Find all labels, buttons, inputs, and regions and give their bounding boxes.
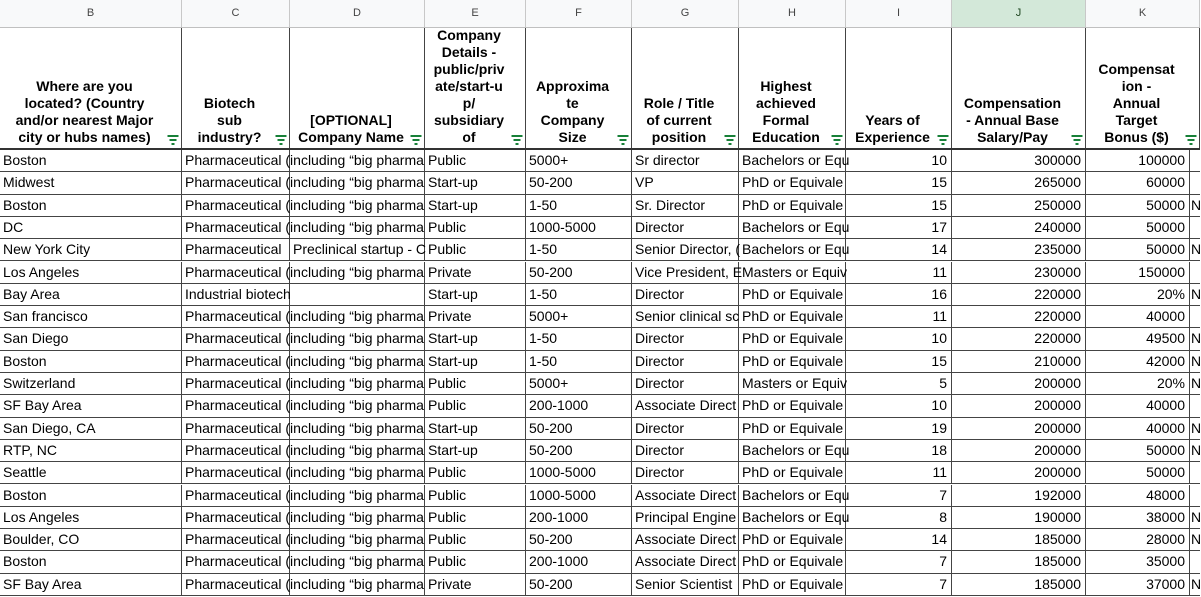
cell-location[interactable]: Boston — [0, 351, 182, 373]
cell-location[interactable]: San Diego — [0, 328, 182, 350]
cell-years-experience[interactable]: 11 — [846, 262, 952, 284]
header-label: Where are you located? (Country and/or nearest Major city or hubs names) — [15, 78, 154, 145]
cell-next-column[interactable] — [1190, 551, 1200, 573]
cell-base-salary[interactable]: 210000 — [952, 351, 1086, 373]
cell-company-details[interactable]: Public — [425, 485, 526, 507]
header-industry — [182, 28, 290, 148]
cell-years-experience[interactable]: 15 — [846, 195, 952, 217]
cell-base-salary[interactable]: 220000 — [952, 284, 1086, 306]
table-row — [0, 485, 1200, 507]
cell-company-name[interactable] — [290, 328, 425, 350]
cell-base-salary[interactable]: 200000 — [952, 418, 1086, 440]
cell-company-name[interactable] — [290, 440, 425, 462]
cell-base-salary[interactable]: 185000 — [952, 529, 1086, 551]
cell-company-size[interactable]: 50-200 — [526, 262, 632, 284]
column-letter-e[interactable]: E — [425, 0, 526, 27]
cell-company-name[interactable]: Preclinical startup - C — [290, 239, 425, 261]
cell-target-bonus[interactable]: 28000 — [1086, 529, 1190, 551]
cell-location[interactable]: Boston — [0, 551, 182, 573]
cell-years-experience[interactable]: 15 — [846, 172, 952, 194]
cell-company-size[interactable]: 50-200 — [526, 529, 632, 551]
cell-industry[interactable]: Pharmaceutical (including “big pharma — [182, 262, 290, 284]
table-row — [0, 418, 1200, 440]
cell-next-column[interactable] — [1190, 172, 1200, 194]
cell-target-bonus[interactable]: 100000 — [1086, 150, 1190, 172]
table-row — [0, 529, 1200, 551]
cell-years-experience[interactable]: 7 — [846, 485, 952, 507]
column-letter-g[interactable]: G — [632, 0, 739, 27]
cell-location[interactable]: Switzerland — [0, 373, 182, 395]
column-letter-c[interactable]: C — [182, 0, 290, 27]
cell-location[interactable]: Midwest — [0, 172, 182, 194]
cell-company-size[interactable]: 5000+ — [526, 150, 632, 172]
header-label: Highest achieved Formal Education — [752, 78, 820, 145]
cell-company-size[interactable]: 5000+ — [526, 306, 632, 328]
cell-role[interactable]: Sr. Director — [632, 195, 739, 217]
cell-years-experience[interactable]: 18 — [846, 440, 952, 462]
table-row — [0, 373, 1200, 395]
cell-role[interactable]: Senior Scientist — [632, 574, 739, 596]
cell-company-details[interactable]: Start-up — [425, 418, 526, 440]
cell-next-column[interactable]: N — [1190, 529, 1200, 551]
cell-next-column[interactable] — [1190, 306, 1200, 328]
cell-base-salary[interactable]: 250000 — [952, 195, 1086, 217]
cell-next-column[interactable]: N — [1190, 328, 1200, 350]
cell-company-size[interactable]: 1-50 — [526, 239, 632, 261]
cell-company-details[interactable]: Public — [425, 507, 526, 529]
cell-company-size[interactable]: 50-200 — [526, 574, 632, 596]
cell-role[interactable]: Director — [632, 351, 739, 373]
column-letter-d[interactable]: D — [290, 0, 425, 27]
cell-target-bonus[interactable]: 37000 — [1086, 574, 1190, 596]
cell-target-bonus[interactable]: 50000 — [1086, 440, 1190, 462]
cell-next-column[interactable] — [1190, 485, 1200, 507]
header-education — [739, 28, 846, 148]
cell-location[interactable]: Boston — [0, 195, 182, 217]
cell-next-column[interactable] — [1190, 217, 1200, 239]
cell-years-experience[interactable]: 15 — [846, 351, 952, 373]
cell-education[interactable]: PhD or Equivale — [739, 529, 846, 551]
cell-education[interactable]: PhD or Equivale — [739, 351, 846, 373]
cell-location[interactable]: San Diego, CA — [0, 418, 182, 440]
cell-education[interactable]: Masters or Equiv — [739, 373, 846, 395]
cell-education[interactable]: Bachelors or Equ — [739, 485, 846, 507]
cell-next-column[interactable]: N — [1190, 507, 1200, 529]
cell-company-size[interactable]: 200-1000 — [526, 551, 632, 573]
table-row — [0, 239, 1200, 261]
cell-location[interactable]: DC — [0, 217, 182, 239]
cell-industry[interactable]: Pharmaceutical (including “big pharma — [182, 373, 290, 395]
table-row — [0, 351, 1200, 373]
cell-company-details[interactable]: Start-up — [425, 195, 526, 217]
cell-next-column[interactable]: N — [1190, 574, 1200, 596]
cell-company-size[interactable]: 50-200 — [526, 418, 632, 440]
cell-target-bonus[interactable]: 50000 — [1086, 195, 1190, 217]
cell-next-column[interactable]: N — [1190, 195, 1200, 217]
cell-education[interactable]: Bachelors or Equ — [739, 440, 846, 462]
cell-base-salary[interactable]: 185000 — [952, 574, 1086, 596]
cell-years-experience[interactable]: 11 — [846, 306, 952, 328]
cell-company-details[interactable]: Private — [425, 306, 526, 328]
cell-company-details[interactable]: Public — [425, 462, 526, 484]
cell-years-experience[interactable]: 14 — [846, 529, 952, 551]
cell-base-salary[interactable]: 200000 — [952, 395, 1086, 417]
cell-target-bonus[interactable]: 20% — [1086, 284, 1190, 306]
cell-years-experience[interactable]: 17 — [846, 217, 952, 239]
cell-company-size[interactable]: 1000-5000 — [526, 217, 632, 239]
cell-company-name[interactable] — [290, 574, 425, 596]
table-row — [0, 395, 1200, 417]
cell-industry[interactable]: Pharmaceutical (including “big pharma — [182, 217, 290, 239]
cell-location[interactable]: Seattle — [0, 462, 182, 484]
cell-education[interactable]: PhD or Equivale — [739, 195, 846, 217]
filter-icon[interactable] — [1071, 135, 1082, 144]
cell-company-size[interactable]: 1-50 — [526, 351, 632, 373]
cell-role[interactable]: Sr director — [632, 150, 739, 172]
cell-company-name[interactable] — [290, 195, 425, 217]
header-years-experience — [846, 28, 952, 148]
cell-target-bonus[interactable]: 49500 — [1086, 328, 1190, 350]
cell-industry[interactable]: Pharmaceutical — [182, 239, 290, 261]
header-label: Role / Title of current position — [643, 95, 715, 145]
cell-next-column[interactable]: N — [1190, 440, 1200, 462]
cell-role[interactable]: Director — [632, 462, 739, 484]
cell-industry[interactable]: Industrial biotech — [182, 284, 290, 306]
cell-role[interactable]: Senior Director, ( — [632, 239, 739, 261]
table-row — [0, 328, 1200, 350]
cell-industry[interactable]: Pharmaceutical (including “big pharma — [182, 574, 290, 596]
column-letter-k[interactable]: K — [1086, 0, 1200, 27]
header-location — [0, 28, 182, 148]
cell-company-name[interactable] — [290, 551, 425, 573]
cell-industry[interactable]: Pharmaceutical (including “big pharma — [182, 485, 290, 507]
cell-location[interactable]: SF Bay Area — [0, 395, 182, 417]
table-row — [0, 306, 1200, 328]
cell-next-column[interactable]: N — [1190, 418, 1200, 440]
table-row — [0, 551, 1200, 573]
cell-company-size[interactable]: 200-1000 — [526, 507, 632, 529]
cell-education[interactable]: Masters or Equiv — [739, 262, 846, 284]
cell-company-details[interactable]: Start-up — [425, 328, 526, 350]
cell-location[interactable]: SF Bay Area — [0, 574, 182, 596]
cell-next-column[interactable]: N — [1190, 373, 1200, 395]
header-label: Compensation - Annual Base Salary/Pay — [963, 95, 1062, 145]
cell-target-bonus[interactable]: 50000 — [1086, 462, 1190, 484]
cell-next-column[interactable] — [1190, 462, 1200, 484]
header-row — [0, 28, 1200, 150]
cell-base-salary[interactable]: 240000 — [952, 217, 1086, 239]
cell-location[interactable]: Boston — [0, 150, 182, 172]
cell-role[interactable]: Director — [632, 373, 739, 395]
cell-target-bonus[interactable]: 20% — [1086, 373, 1190, 395]
cell-company-size[interactable]: 50-200 — [526, 440, 632, 462]
column-letter-f[interactable]: F — [526, 0, 632, 27]
table-row — [0, 262, 1200, 284]
cell-industry[interactable]: Pharmaceutical (including “big pharma — [182, 351, 290, 373]
cell-role[interactable]: Director — [632, 328, 739, 350]
filter-icon[interactable] — [167, 135, 178, 144]
cell-base-salary[interactable]: 200000 — [952, 462, 1086, 484]
cell-company-name[interactable] — [290, 373, 425, 395]
cell-company-name[interactable] — [290, 351, 425, 373]
header-label: Biotech sub industry? — [197, 95, 262, 145]
cell-company-details[interactable]: Start-up — [425, 440, 526, 462]
cell-education[interactable]: Bachelors or Equ — [739, 239, 846, 261]
cell-years-experience[interactable]: 10 — [846, 150, 952, 172]
table-row — [0, 574, 1200, 596]
cell-years-experience[interactable]: 10 — [846, 328, 952, 350]
cell-company-name[interactable] — [290, 284, 425, 306]
cell-company-name[interactable] — [290, 485, 425, 507]
cell-education[interactable]: PhD or Equivale — [739, 418, 846, 440]
cell-years-experience[interactable]: 7 — [846, 574, 952, 596]
cell-company-details[interactable]: Start-up — [425, 351, 526, 373]
cell-location[interactable]: Los Angeles — [0, 262, 182, 284]
filter-icon[interactable] — [410, 135, 421, 144]
cell-role[interactable]: Director — [632, 418, 739, 440]
cell-company-details[interactable]: Public — [425, 150, 526, 172]
cell-role[interactable]: Director — [632, 440, 739, 462]
cell-company-details[interactable]: Public — [425, 373, 526, 395]
cell-company-size[interactable]: 1-50 — [526, 328, 632, 350]
header-label: Years of Experience — [855, 112, 930, 145]
table-row — [0, 284, 1200, 306]
cell-company-details[interactable]: Public — [425, 239, 526, 261]
cell-company-size[interactable]: 5000+ — [526, 373, 632, 395]
cell-role[interactable]: Associate Direct — [632, 485, 739, 507]
cell-education[interactable]: Bachelors or Equ — [739, 507, 846, 529]
cell-base-salary[interactable]: 220000 — [952, 328, 1086, 350]
cell-company-name[interactable] — [290, 150, 425, 172]
header-company-name — [290, 28, 425, 148]
cell-company-name[interactable] — [290, 507, 425, 529]
cell-industry[interactable]: Pharmaceutical (including “big pharma — [182, 195, 290, 217]
header-company-details — [425, 28, 526, 148]
cell-next-column[interactable] — [1190, 395, 1200, 417]
cell-company-size[interactable]: 1-50 — [526, 284, 632, 306]
cell-education[interactable]: PhD or Equivale — [739, 574, 846, 596]
filter-icon[interactable] — [831, 135, 842, 144]
cell-base-salary[interactable]: 185000 — [952, 551, 1086, 573]
table-row — [0, 462, 1200, 484]
cell-next-column[interactable]: N — [1190, 239, 1200, 261]
cell-years-experience[interactable]: 16 — [846, 284, 952, 306]
table-row — [0, 150, 1200, 172]
cell-education[interactable]: PhD or Equivale — [739, 551, 846, 573]
header-label: [OPTIONAL] Company Name — [298, 112, 404, 145]
cell-industry[interactable]: Pharmaceutical (including “big pharma — [182, 150, 290, 172]
filter-icon[interactable] — [275, 135, 286, 144]
cell-years-experience[interactable]: 14 — [846, 239, 952, 261]
cell-company-details[interactable]: Start-up — [425, 172, 526, 194]
cell-company-size[interactable]: 1000-5000 — [526, 462, 632, 484]
cell-target-bonus[interactable]: 50000 — [1086, 239, 1190, 261]
cell-industry[interactable]: Pharmaceutical (including “big pharma — [182, 507, 290, 529]
cell-company-details[interactable]: Private — [425, 574, 526, 596]
cell-industry[interactable]: Pharmaceutical (including “big pharma — [182, 306, 290, 328]
cell-location[interactable]: RTP, NC — [0, 440, 182, 462]
cell-industry[interactable]: Pharmaceutical (including “big pharma — [182, 551, 290, 573]
cell-target-bonus[interactable]: 38000 — [1086, 507, 1190, 529]
filter-icon[interactable] — [724, 135, 735, 144]
cell-role[interactable]: Associate Direct — [632, 551, 739, 573]
cell-target-bonus[interactable]: 40000 — [1086, 395, 1190, 417]
filter-icon[interactable] — [511, 135, 522, 144]
table-row — [0, 172, 1200, 194]
cell-company-name[interactable] — [290, 217, 425, 239]
cell-education[interactable]: PhD or Equivale — [739, 395, 846, 417]
column-letter-j[interactable]: J — [952, 0, 1086, 27]
cell-company-name[interactable] — [290, 462, 425, 484]
filter-icon[interactable] — [937, 135, 948, 144]
cell-company-details[interactable]: Public — [425, 529, 526, 551]
cell-location[interactable]: Boston — [0, 485, 182, 507]
cell-company-details[interactable]: Private — [425, 262, 526, 284]
cell-role[interactable]: VP — [632, 172, 739, 194]
cell-target-bonus[interactable]: 60000 — [1086, 172, 1190, 194]
table-row — [0, 440, 1200, 462]
cell-company-details[interactable]: Start-up — [425, 284, 526, 306]
cell-target-bonus[interactable]: 50000 — [1086, 217, 1190, 239]
cell-location[interactable]: Boulder, CO — [0, 529, 182, 551]
cell-years-experience[interactable]: 8 — [846, 507, 952, 529]
cell-target-bonus[interactable]: 48000 — [1086, 485, 1190, 507]
cell-industry[interactable]: Pharmaceutical (including “big pharma — [182, 418, 290, 440]
cell-industry[interactable]: Pharmaceutical (including “big pharma — [182, 395, 290, 417]
cell-industry[interactable]: Pharmaceutical (including “big pharma — [182, 462, 290, 484]
cell-company-details[interactable]: Public — [425, 217, 526, 239]
cell-target-bonus[interactable]: 40000 — [1086, 306, 1190, 328]
cell-company-size[interactable]: 1-50 — [526, 195, 632, 217]
cell-location[interactable]: San francisco — [0, 306, 182, 328]
cell-role[interactable]: Senior clinical sc — [632, 306, 739, 328]
header-label: Approxima te Company Size — [535, 78, 610, 145]
cell-industry[interactable]: Pharmaceutical (including “big pharma — [182, 440, 290, 462]
cell-next-column[interactable] — [1190, 262, 1200, 284]
cell-next-column[interactable] — [1190, 150, 1200, 172]
cell-company-name[interactable] — [290, 418, 425, 440]
cell-next-column[interactable]: N — [1190, 351, 1200, 373]
header-label: Compensat ion - Annual Target Bonus ($) — [1098, 61, 1175, 145]
table-row — [0, 507, 1200, 529]
cell-education[interactable]: PhD or Equivale — [739, 462, 846, 484]
cell-base-salary[interactable]: 230000 — [952, 262, 1086, 284]
cell-company-name[interactable] — [290, 306, 425, 328]
cell-target-bonus[interactable]: 35000 — [1086, 551, 1190, 573]
cell-location[interactable]: Bay Area — [0, 284, 182, 306]
header-target-bonus — [1086, 28, 1200, 148]
cell-next-column[interactable]: N — [1190, 284, 1200, 306]
cell-company-name[interactable] — [290, 529, 425, 551]
column-letter-header — [0, 0, 1200, 28]
cell-education[interactable]: PhD or Equivale — [739, 172, 846, 194]
cell-location[interactable]: Los Angeles — [0, 507, 182, 529]
cell-base-salary[interactable]: 220000 — [952, 306, 1086, 328]
cell-company-name[interactable] — [290, 395, 425, 417]
cell-base-salary[interactable]: 300000 — [952, 150, 1086, 172]
column-letter-b[interactable]: B — [0, 0, 182, 27]
table-row — [0, 217, 1200, 239]
cell-company-size[interactable]: 200-1000 — [526, 395, 632, 417]
cell-years-experience[interactable]: 10 — [846, 395, 952, 417]
cell-location[interactable]: New York City — [0, 239, 182, 261]
cell-education[interactable]: PhD or Equivale — [739, 306, 846, 328]
cell-company-size[interactable]: 1000-5000 — [526, 485, 632, 507]
filter-icon[interactable] — [617, 135, 628, 144]
cell-role[interactable]: Associate Direct — [632, 395, 739, 417]
column-letter-h[interactable]: H — [739, 0, 846, 27]
cell-company-details[interactable]: Public — [425, 551, 526, 573]
column-letter-i[interactable]: I — [846, 0, 952, 27]
cell-education[interactable]: PhD or Equivale — [739, 328, 846, 350]
filter-icon[interactable] — [1185, 135, 1196, 144]
cell-target-bonus[interactable]: 42000 — [1086, 351, 1190, 373]
cell-company-details[interactable]: Public — [425, 395, 526, 417]
cell-target-bonus[interactable]: 40000 — [1086, 418, 1190, 440]
cell-company-name[interactable] — [290, 172, 425, 194]
header-label: Company Details - public/priv ate/start-u p/ subsidiary of — [433, 27, 505, 145]
cell-industry[interactable]: Pharmaceutical (including “big pharma — [182, 172, 290, 194]
cell-base-salary[interactable]: 190000 — [952, 507, 1086, 529]
cell-base-salary[interactable]: 200000 — [952, 440, 1086, 462]
header-role — [632, 28, 739, 148]
cell-base-salary[interactable]: 265000 — [952, 172, 1086, 194]
cell-base-salary[interactable]: 200000 — [952, 373, 1086, 395]
cell-base-salary[interactable]: 192000 — [952, 485, 1086, 507]
cell-industry[interactable]: Pharmaceutical (including “big pharma — [182, 529, 290, 551]
header-base-salary — [952, 28, 1086, 148]
cell-base-salary[interactable]: 235000 — [952, 239, 1086, 261]
cell-years-experience[interactable]: 7 — [846, 551, 952, 573]
cell-role[interactable]: Principal Engine — [632, 507, 739, 529]
cell-role[interactable]: Director — [632, 284, 739, 306]
cell-company-name[interactable] — [290, 262, 425, 284]
cell-role[interactable]: Director — [632, 217, 739, 239]
cell-industry[interactable]: Pharmaceutical (including “big pharma — [182, 328, 290, 350]
cell-years-experience[interactable]: 19 — [846, 418, 952, 440]
cell-education[interactable]: Bachelors or Equ — [739, 150, 846, 172]
table-row — [0, 195, 1200, 217]
cell-role[interactable]: Associate Direct — [632, 529, 739, 551]
cell-years-experience[interactable]: 11 — [846, 462, 952, 484]
cell-role[interactable]: Vice President, E — [632, 262, 739, 284]
cell-target-bonus[interactable]: 150000 — [1086, 262, 1190, 284]
cell-company-size[interactable]: 50-200 — [526, 172, 632, 194]
cell-years-experience[interactable]: 5 — [846, 373, 952, 395]
cell-education[interactable]: Bachelors or Equ — [739, 217, 846, 239]
header-company-size — [526, 28, 632, 148]
cell-education[interactable]: PhD or Equivale — [739, 284, 846, 306]
